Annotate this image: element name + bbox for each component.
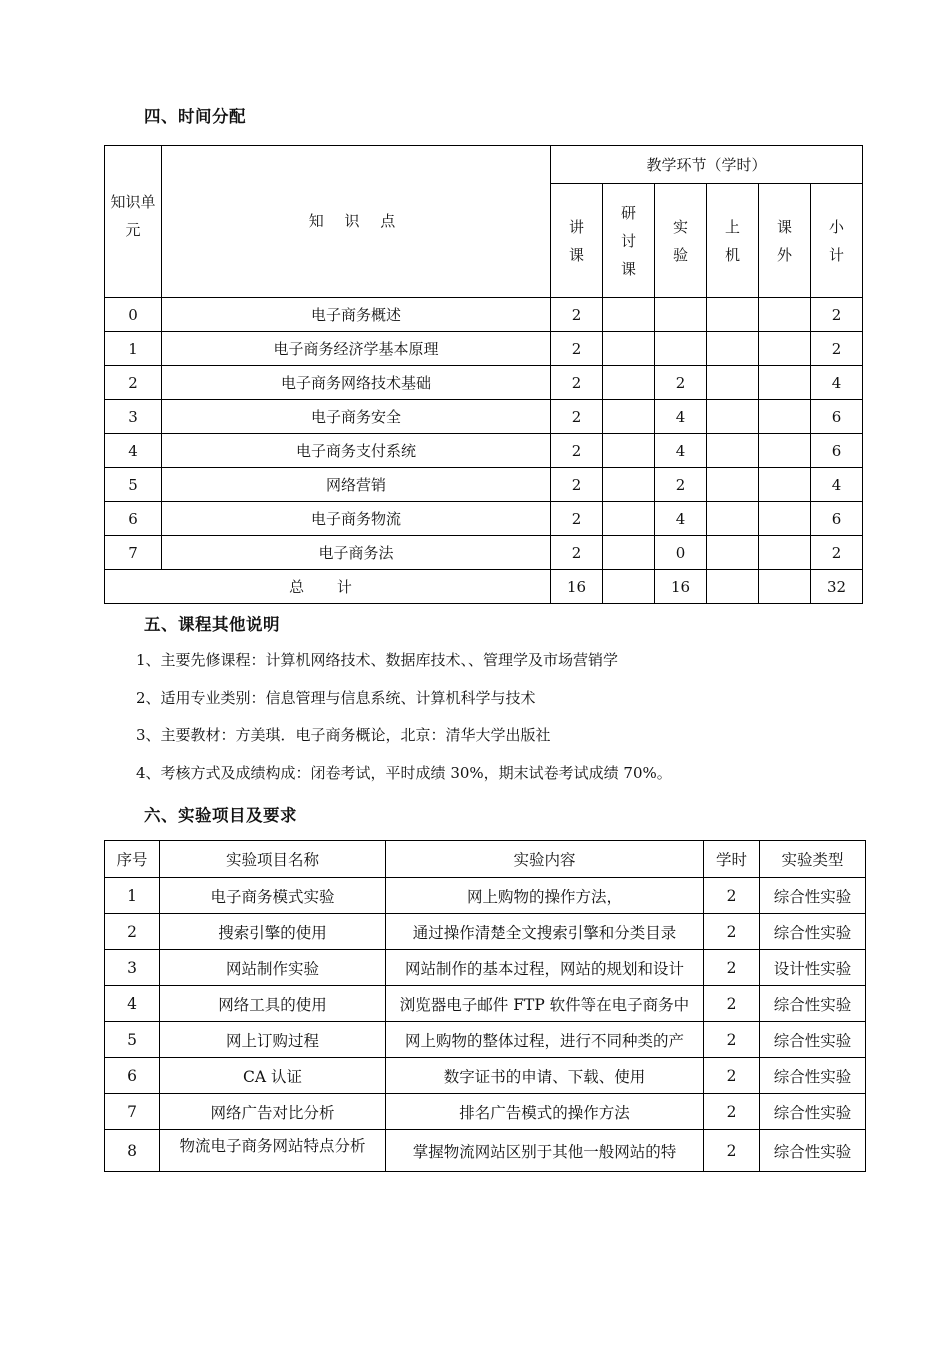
total-subtotal: 32	[811, 570, 863, 604]
table-row	[105, 914, 866, 950]
cell-experiment-type: 综合性实验	[760, 878, 866, 914]
cell-extracurricular	[759, 400, 811, 434]
cell-knowledge-point: 电子商务法	[162, 536, 551, 570]
cell-experiment-type: 综合性实验	[760, 1130, 866, 1172]
table-row	[105, 298, 863, 332]
cell-knowledge-point: 电子商务支付系统	[162, 434, 551, 468]
cell-unit: 6	[105, 502, 162, 536]
cell-experiment-name: 网络广告对比分析	[160, 1094, 386, 1130]
cell-no: 4	[105, 986, 160, 1022]
cell-subtotal: 6	[811, 400, 863, 434]
cell-experiment-name: 搜索引擎的使用	[160, 914, 386, 950]
cell-experiment-content: 通过操作清楚全文搜索引擎和分类目录	[386, 914, 704, 950]
header-teaching-sessions: 教学环节（学时）	[551, 146, 863, 184]
experiment-table	[104, 840, 866, 1172]
cell-knowledge-point: 电子商务物流	[162, 502, 551, 536]
table-row	[105, 1058, 866, 1094]
cell-lab: 4	[655, 502, 707, 536]
cell-subtotal: 4	[811, 468, 863, 502]
cell-knowledge-point: 网络营销	[162, 468, 551, 502]
header-lecture: 讲课	[551, 184, 603, 298]
table-row	[105, 1130, 866, 1172]
cell-unit: 2	[105, 366, 162, 400]
cell-lab	[655, 332, 707, 366]
header-computer: 上机	[707, 184, 759, 298]
cell-hours: 2	[704, 1094, 760, 1130]
cell-unit: 0	[105, 298, 162, 332]
table-row	[105, 468, 863, 502]
cell-unit: 5	[105, 468, 162, 502]
cell-computer	[707, 434, 759, 468]
table-row	[105, 878, 866, 914]
cell-computer	[707, 502, 759, 536]
cell-unit: 3	[105, 400, 162, 434]
cell-experiment-content: 数字证书的申请、下载、使用	[386, 1058, 704, 1094]
cell-no: 5	[105, 1022, 160, 1058]
cell-extracurricular	[759, 434, 811, 468]
cell-subtotal: 6	[811, 502, 863, 536]
cell-computer	[707, 366, 759, 400]
cell-lecture: 2	[551, 332, 603, 366]
cell-lab: 0	[655, 536, 707, 570]
cell-no: 1	[105, 878, 160, 914]
note-item-3: 3、主要教材：方美琪．电子商务概论，北京：清华大学出版社	[136, 726, 551, 744]
cell-experiment-type: 综合性实验	[760, 1058, 866, 1094]
table-row	[105, 332, 863, 366]
cell-hours: 2	[704, 914, 760, 950]
cell-seminar	[603, 332, 655, 366]
table-row	[105, 502, 863, 536]
cell-experiment-content: 掌握物流网站区别于其他一般网站的特	[386, 1130, 704, 1172]
cell-experiment-name: CA 认证	[160, 1058, 386, 1094]
section4-title: 四、时间分配	[144, 107, 246, 126]
table-row	[105, 434, 863, 468]
cell-experiment-content: 网上购物的操作方法，	[386, 878, 704, 914]
cell-experiment-type: 综合性实验	[760, 1094, 866, 1130]
total-lab: 16	[655, 570, 707, 604]
header-seminar: 研讨课	[603, 184, 655, 298]
cell-knowledge-point: 电子商务安全	[162, 400, 551, 434]
cell-experiment-type: 综合性实验	[760, 914, 866, 950]
cell-hours: 2	[704, 950, 760, 986]
cell-computer	[707, 298, 759, 332]
cell-computer	[707, 332, 759, 366]
cell-experiment-content: 网站制作的基本过程，网站的规划和设计	[386, 950, 704, 986]
cell-extracurricular	[759, 502, 811, 536]
cell-hours: 2	[704, 986, 760, 1022]
cell-extracurricular	[759, 332, 811, 366]
cell-lab: 2	[655, 366, 707, 400]
table-row	[105, 1094, 866, 1130]
cell-hours: 2	[704, 1130, 760, 1172]
total-label: 总 计	[105, 570, 551, 604]
cell-no: 8	[105, 1130, 160, 1172]
header-no: 序号	[105, 841, 160, 878]
cell-lecture: 2	[551, 536, 603, 570]
total-lecture: 16	[551, 570, 603, 604]
cell-seminar	[603, 434, 655, 468]
note-item-4: 4、考核方式及成绩构成：闭卷考试，平时成绩 30%，期末试卷考试成绩 70%。	[136, 764, 672, 782]
cell-subtotal: 2	[811, 332, 863, 366]
cell-experiment-name: 物流电子商务网站特点分析	[160, 1130, 386, 1172]
cell-experiment-name: 网站制作实验	[160, 950, 386, 986]
header-hours: 学时	[704, 841, 760, 878]
cell-experiment-content: 网上购物的整体过程，进行不同种类的产	[386, 1022, 704, 1058]
cell-unit: 4	[105, 434, 162, 468]
cell-seminar	[603, 502, 655, 536]
cell-seminar	[603, 468, 655, 502]
time-allocation-table	[104, 145, 863, 604]
cell-subtotal: 6	[811, 434, 863, 468]
cell-experiment-name: 电子商务模式实验	[160, 878, 386, 914]
cell-unit: 1	[105, 332, 162, 366]
cell-experiment-type: 综合性实验	[760, 1022, 866, 1058]
header-experiment-type: 实验类型	[760, 841, 866, 878]
cell-lecture: 2	[551, 400, 603, 434]
cell-experiment-content: 浏览器电子邮件 FTP 软件等在电子商务中	[386, 986, 704, 1022]
header-knowledge-point: 知 识 点	[162, 146, 551, 298]
cell-experiment-type: 综合性实验	[760, 986, 866, 1022]
cell-extracurricular	[759, 468, 811, 502]
cell-lab: 4	[655, 434, 707, 468]
cell-no: 2	[105, 914, 160, 950]
cell-no: 3	[105, 950, 160, 986]
cell-computer	[707, 400, 759, 434]
total-row	[105, 570, 863, 604]
cell-lecture: 2	[551, 434, 603, 468]
cell-seminar	[603, 400, 655, 434]
cell-extracurricular	[759, 366, 811, 400]
header-knowledge-unit: 知识单元	[105, 146, 162, 298]
table-header-row	[105, 841, 866, 878]
cell-extracurricular	[759, 536, 811, 570]
table-row	[105, 1022, 866, 1058]
header-experiment-content: 实验内容	[386, 841, 704, 878]
table-row	[105, 986, 866, 1022]
cell-subtotal: 2	[811, 298, 863, 332]
note-item-1: 1、主要先修课程：计算机网络技术、数据库技术、、管理学及市场营销学	[136, 651, 619, 669]
header-experiment-name: 实验项目名称	[160, 841, 386, 878]
cell-lab: 4	[655, 400, 707, 434]
cell-hours: 2	[704, 878, 760, 914]
cell-lecture: 2	[551, 468, 603, 502]
total-computer	[707, 570, 759, 604]
cell-experiment-name: 网上订购过程	[160, 1022, 386, 1058]
cell-knowledge-point: 电子商务概述	[162, 298, 551, 332]
cell-lecture: 2	[551, 502, 603, 536]
cell-knowledge-point: 电子商务经济学基本原理	[162, 332, 551, 366]
cell-seminar	[603, 298, 655, 332]
cell-no: 6	[105, 1058, 160, 1094]
cell-lecture: 2	[551, 298, 603, 332]
cell-hours: 2	[704, 1058, 760, 1094]
cell-subtotal: 2	[811, 536, 863, 570]
header-subtotal: 小计	[811, 184, 863, 298]
cell-lab	[655, 298, 707, 332]
cell-lab: 2	[655, 468, 707, 502]
cell-no: 7	[105, 1094, 160, 1130]
cell-seminar	[603, 536, 655, 570]
section6-title: 六、实验项目及要求	[144, 806, 297, 825]
header-lab: 实验	[655, 184, 707, 298]
cell-extracurricular	[759, 298, 811, 332]
total-seminar	[603, 570, 655, 604]
cell-seminar	[603, 366, 655, 400]
table-row	[105, 536, 863, 570]
section5-title: 五、课程其他说明	[144, 615, 280, 634]
cell-unit: 7	[105, 536, 162, 570]
cell-computer	[707, 468, 759, 502]
total-extracurricular	[759, 570, 811, 604]
note-item-2: 2、适用专业类别：信息管理与信息系统、计算机科学与技术	[136, 689, 536, 707]
table-row	[105, 400, 863, 434]
cell-hours: 2	[704, 1022, 760, 1058]
cell-experiment-content: 排名广告模式的操作方法	[386, 1094, 704, 1130]
table-row	[105, 950, 866, 986]
cell-lecture: 2	[551, 366, 603, 400]
header-extracurricular: 课外	[759, 184, 811, 298]
cell-knowledge-point: 电子商务网络技术基础	[162, 366, 551, 400]
cell-computer	[707, 536, 759, 570]
cell-experiment-name: 网络工具的使用	[160, 986, 386, 1022]
table-row	[105, 366, 863, 400]
cell-experiment-type: 设计性实验	[760, 950, 866, 986]
cell-subtotal: 4	[811, 366, 863, 400]
